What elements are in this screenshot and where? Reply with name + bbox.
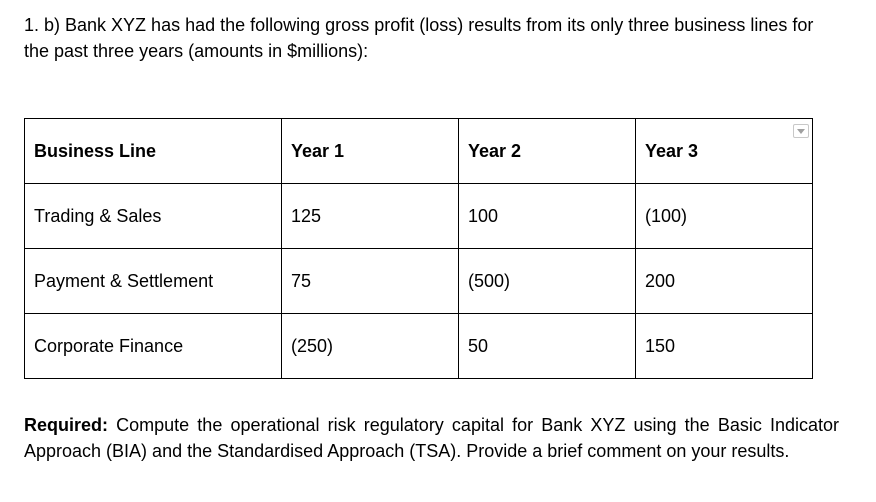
table-row (25, 249, 813, 314)
required-label: Required: (24, 415, 109, 435)
required-text: Compute the operational risk regulatory capital for Bank XYZ using the Basic Indicator Approach (BIA) and the Standardised Approach (TSA). Provide a brief comment on your results. (24, 415, 839, 461)
header-year-1: Year 1 (282, 119, 459, 184)
table-row (25, 314, 813, 379)
table-header-row (25, 119, 813, 184)
cell-business-line: Corporate Finance (25, 314, 282, 379)
header-year-2: Year 2 (459, 119, 636, 184)
cell-year-1: 125 (282, 184, 459, 249)
question-intro: 1. b) Bank XYZ has had the following gross profit (loss) results from its only three business lines for the past three years (amounts in $millions): (24, 15, 814, 61)
profit-table (24, 118, 813, 379)
header-business-line: Business Line (25, 119, 282, 184)
cell-year-1: 75 (282, 249, 459, 314)
chevron-down-icon[interactable] (793, 124, 809, 138)
cell-year-2: (500) (459, 249, 636, 314)
required-paragraph (24, 412, 839, 464)
cell-year-3: 200 (636, 249, 813, 314)
cell-year-3: 150 (636, 314, 813, 379)
table-row (25, 184, 813, 249)
cell-year-1: (250) (282, 314, 459, 379)
cell-year-3: (100) (636, 184, 813, 249)
cell-business-line: Trading & Sales (25, 184, 282, 249)
cell-year-2: 100 (459, 184, 636, 249)
header-year-3: Year 3 (636, 119, 813, 184)
cell-business-line: Payment & Settlement (25, 249, 282, 314)
cell-year-2: 50 (459, 314, 636, 379)
